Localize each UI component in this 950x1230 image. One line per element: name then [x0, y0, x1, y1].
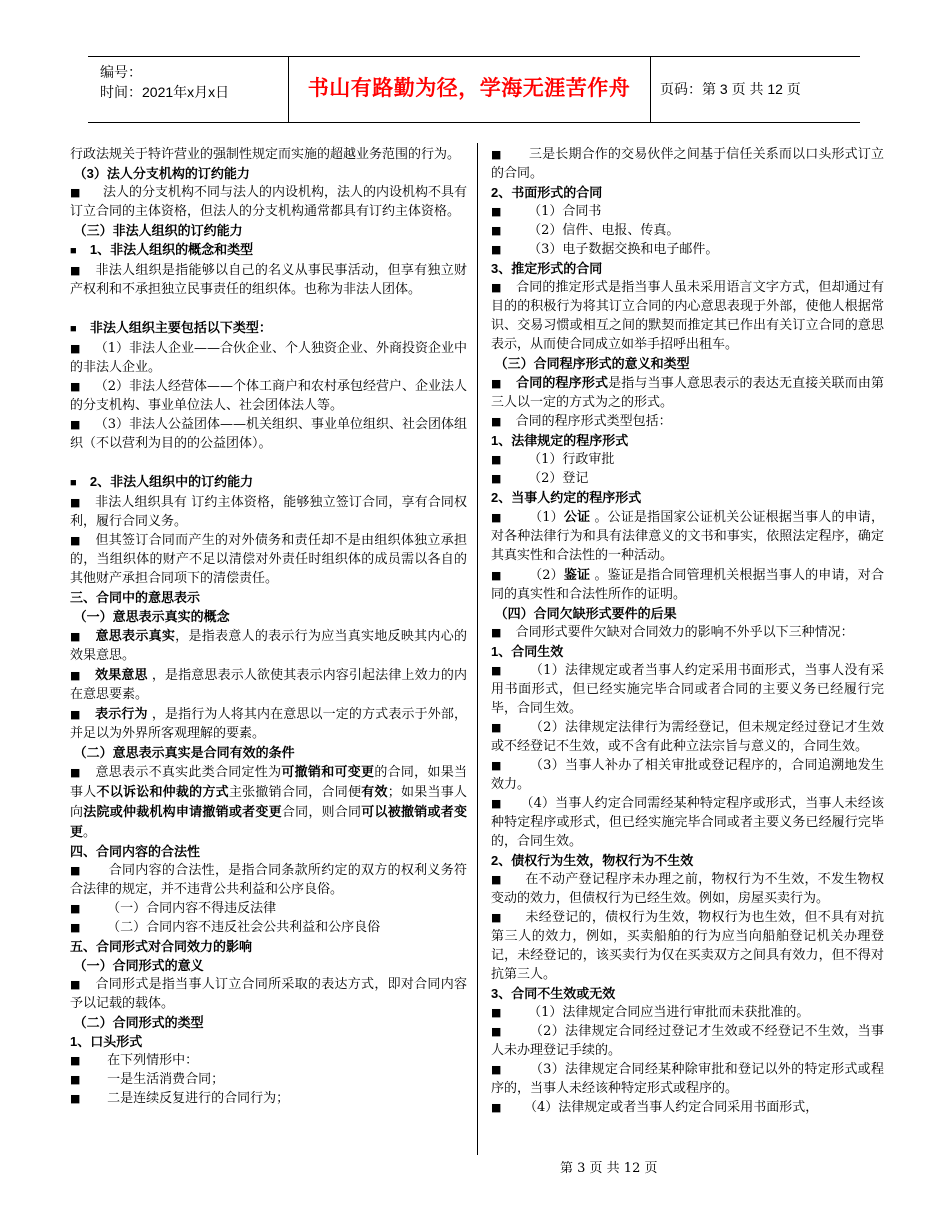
paragraph: ■ 在不动产登记程序未办理之前，物权行为不生效，不发生物权变动的效力，但债权行为已经生效。例如，房屋买卖行为。 [491, 872, 884, 906]
section-heading: 三、合同中的意思表示 [70, 590, 201, 605]
subheading: 1、合同生效 [491, 644, 564, 659]
bullet-square-icon: ■ [70, 1054, 81, 1067]
list-item: ■ （1）合同书 [491, 204, 602, 219]
paragraph: ■ 合同的程序形式类型包括： [491, 414, 672, 429]
paragraph: ■ 未经登记的，债权行为生效，物权行为也生效，但不具有对抗第三人的效力，例如，买卖船舶的行为应当向船舶登记机关办理登记，未经登记的，该买卖行为仅在买卖双方之间具有效力，但不得对抗第三人。 [491, 910, 884, 982]
bullet-square-icon: ■ [491, 759, 502, 772]
bullet-square-icon: ■ [70, 1092, 81, 1105]
bullet-square-icon: ■ [70, 477, 77, 489]
paragraph: ■ 合同形式要件欠缺对合同效力的影响不外乎以下三种情况： [491, 625, 854, 640]
paragraph: ■ 三是长期合作的交易伙伴之间基于信任关系而以口头形式订立的合同。 [491, 147, 884, 181]
bullet-square-icon: ■ [70, 264, 81, 277]
left-column [70, 145, 467, 1108]
page-footer: 第 3 页 共 12 页 [560, 1161, 658, 1176]
subheading: （二）合同形式的类型 [73, 1015, 204, 1030]
paragraph: 行政法规关于特许营业的强制性规定而实施的超越业务范围的行为。 [70, 147, 461, 162]
subheading: （四）合同欠缺形式要件的后果 [494, 606, 677, 621]
subheading: （二）意思表示真实是合同有效的条件 [73, 745, 295, 760]
list-item: ■ （2）法律规定合同经过登记才生效或不经登记不生效，当事人未办理登记手续的。 [491, 1024, 884, 1058]
subheading: （一）合同形式的意义 [73, 958, 204, 973]
list-item: ■ （4）法律规定或者当事人约定合同采用书面形式， [491, 1100, 819, 1115]
bullet-square-icon: ■ [70, 902, 81, 915]
paragraph: ■ （4）当事人约定合同需经某种特定程序或形式，当事人未经该种特定程序或形式，但已经实施完毕合同或者主要义务已经履行完毕的，合同生效。 [491, 796, 884, 849]
subheading: 3、推定形式的合同 [491, 261, 603, 276]
right-column [491, 145, 884, 1117]
column-divider [477, 143, 478, 1155]
paragraph: ■ 意思表示不真实此类合同定性为可撤销和可变更的合同，如果当事人不以诉讼和仲裁的方式主张撤销合同，合同便有效；如果当事人向法院或仲裁机构申请撤销或者变更合同，则合同可以被撤销或者变更。 [70, 764, 467, 840]
bullet-square-icon: ■ [491, 205, 502, 218]
bullet-square-icon: ■ [491, 797, 502, 810]
bullet-square-icon: ■ [491, 626, 502, 639]
bullet-square-icon: ■ [70, 380, 81, 393]
time-label: 时间：2021年x月x日 [100, 84, 230, 100]
paragraph: ■ 表示行为 ，是指行为人将其内在意思以一定的方式表示于外部，并足以为外界所客观理解的要素。 [70, 706, 467, 741]
bullet-square-icon: ■ [491, 415, 502, 428]
paragraph: ■ （1）非法人企业——合伙企业、个人独资企业、外商投资企业中的非法人企业。 [70, 341, 468, 375]
list-item: ■ （3）电子数据交换和电子邮件。 [491, 242, 719, 257]
bullet-square-icon: ■ [491, 472, 502, 485]
bullet-square-icon: ■ [70, 669, 81, 682]
bullet-square-icon: ■ [491, 569, 502, 582]
list-item: ■ 一是生活消费合同； [70, 1072, 225, 1087]
bullet-square-icon: ■ [70, 630, 81, 643]
subheading: （三）合同程序形式的意义和类型 [494, 356, 690, 371]
bullet-square-icon: ■ [491, 721, 502, 734]
paragraph: ■ 合同的推定形式是指当事人虽未采用语言文字方式，但却通过有目的的积极行为将其订立合同的内心意思表现于外部，使他人根据常识、交易习惯或相互之间的默契而推定其已作出有关订立合同的意思表示，从而使合同成立如举手招呼出租车。 [491, 280, 884, 352]
bullet-square-icon: ■ [491, 1101, 502, 1114]
bullet-square-icon: ■ [491, 664, 502, 677]
bullet-square-icon: ■ [70, 245, 77, 257]
paragraph: ■ 合同形式是指当事人订立合同所采取的表达方式，即对合同内容予以记载的载体。 [70, 977, 467, 1011]
bullet-square-icon: ■ [491, 873, 502, 886]
page-header [88, 56, 860, 123]
subheading: ■ 1、非法人组织的概念和类型 [70, 242, 254, 257]
paragraph: ■ （3）非法人公益团体——机关组织、事业单位组织、社会团体组织（不以营利为目的的公益团体）。 [70, 417, 468, 451]
bullet-square-icon: ■ [70, 186, 81, 199]
list-item: ■ 二是连续反复进行的合同行为； [70, 1091, 290, 1106]
subheading: （3）法人分支机构的订约能力 [73, 166, 250, 181]
bullet-square-icon: ■ [70, 978, 81, 991]
bullet-square-icon: ■ [70, 342, 81, 355]
list-item: ■ （1）行政审批 [491, 452, 615, 467]
subheading: 3、合同不生效或无效 [491, 986, 616, 1001]
paragraph: ■ （2）法律规定法律行为需经登记，但未规定经过登记才生效或不经登记不生效，或不含有此种立法宗旨与意义的，合同生效。 [491, 720, 884, 754]
paragraph: ■ （3）当事人补办了相关审批或登记程序的，合同追溯地发生效力。 [491, 758, 884, 792]
list-item: ■ 在下列情形中： [70, 1053, 199, 1068]
subheading: 2、书面形式的合同 [491, 185, 603, 200]
bullet-square-icon: ■ [491, 224, 502, 237]
bullet-square-icon: ■ [491, 243, 502, 256]
bullet-square-icon: ■ [491, 377, 502, 390]
list-item: ■ （2）信件、电报、传真。 [491, 223, 680, 238]
bullet-square-icon: ■ [70, 921, 81, 934]
paragraph: ■ （1）公证 。公证是指国家公证机关公证根据当事人的申请，对各种法律行为和具有法律意义的文书和事实，依照法定程序，确定其真实性和合法性的一种活动。 [491, 509, 884, 563]
paragraph: ■ 效果意思 ，是指意思表示人欲使其表示内容引起法律上效力的内在意思要素。 [70, 667, 467, 702]
bullet-square-icon: ■ [491, 511, 502, 524]
bullet-square-icon: ■ [491, 1063, 502, 1076]
subheading: ■ 2、非法人组织中的订约能力 [70, 474, 254, 489]
list-item: ■ （3）法律规定合同经某种除审批和登记以外的特定形式或程序的，当事人未经该种特定形式或程序的。 [491, 1062, 884, 1096]
bullet-square-icon: ■ [491, 281, 502, 294]
bullet-square-icon: ■ [491, 911, 502, 924]
section-heading: 四、合同内容的合法性 [70, 844, 201, 859]
list-item: ■ （1）法律规定合同应当进行审批而未获批准的。 [491, 1005, 810, 1020]
list-item: ■ （一）合同内容不得违反法律 [70, 901, 277, 916]
header-meta [100, 62, 229, 102]
paragraph: ■ 法人的分支机构不同与法人的内设机构，法人的内设机构不具有订立合同的主体资格，但法人的分支机构通常都具有订约主体资格。 [70, 185, 467, 219]
paragraph: ■ 意思表示真实，是指表意人的表示行为应当真实地反映其内心的效果意思。 [70, 628, 467, 663]
subheading: 1、法律规定的程序形式 [491, 433, 629, 448]
paragraph: ■ 非法人组织具有 订约主体资格，能够独立签订合同，享有合同权利，履行合同义务。 [70, 495, 467, 529]
bullet-square-icon: ■ [70, 496, 81, 509]
paragraph: ■ （1）法律规定或者当事人约定采用书面形式，当事人没有采用书面形式，但已经实施完毕合同或者合同的主要义务已经履行完毕，合同生效。 [491, 663, 884, 716]
bullet-square-icon: ■ [491, 1025, 502, 1038]
paragraph: ■ 但其签订合同而产生的对外债务和责任却不是由组织体独立承担的，当组织体的财产不足以清偿对外责任时组织体的成员需以各自的其他财产承担合同项下的清偿责任。 [70, 533, 467, 586]
bullet-square-icon: ■ [70, 864, 81, 877]
bullet-square-icon: ■ [70, 418, 81, 431]
paragraph: ■ 合同内容的合法性，是指合同条款所约定的双方的权利义务符合法律的规定，并不违背公共利益和公序良俗。 [70, 863, 467, 897]
code-label: 编号： [100, 64, 142, 80]
subheading: （三）非法人组织的订约能力 [73, 223, 243, 238]
header-motto: 书山有路勤为径，学海无涯苦作舟 [307, 77, 631, 100]
bullet-square-icon: ■ [491, 453, 502, 466]
bullet-square-icon: ■ [70, 766, 81, 779]
list-item: ■ （二）合同内容不违反社会公共利益和公序良俗 [70, 920, 381, 935]
paragraph: ■ 合同的程序形式是指与当事人意思表示的表达无直接关联而由第三人以一定的方式为之的形式。 [491, 375, 884, 410]
list-item: ■ （2）登记 [491, 471, 589, 486]
subheading: 2、当事人约定的程序形式 [491, 490, 642, 505]
subheading: （一）意思表示真实的概念 [73, 609, 230, 624]
header-page-label: 页码：第 3 页 共 12 页 [660, 81, 801, 97]
subheading: 2、债权行为生效，物权行为不生效 [491, 853, 694, 868]
subheading: ■ 非法人组织主要包括以下类型： [70, 320, 272, 335]
section-heading: 五、合同形式对合同效力的影响 [70, 939, 253, 954]
bullet-square-icon: ■ [70, 323, 77, 335]
bullet-square-icon: ■ [491, 1006, 502, 1019]
bullet-square-icon: ■ [491, 148, 502, 161]
paragraph: ■ （2）鉴证 。鉴证是指合同管理机关根据当事人的申请，对合同的真实性和合法性所作的证明。 [491, 567, 884, 602]
paragraph: ■ （2）非法人经营体——个体工商户和农村承包经营户、企业法人的分支机构、事业单位法人、社会团体法人等。 [70, 379, 468, 413]
header-divider [650, 57, 651, 122]
bullet-square-icon: ■ [70, 534, 81, 547]
paragraph: ■ 非法人组织是指能够以自己的名义从事民事活动，但享有独立财产权利和不承担独立民事责任的组织体。也称为非法人团体。 [70, 263, 467, 297]
bullet-square-icon: ■ [70, 708, 81, 721]
bullet-square-icon: ■ [70, 1073, 81, 1086]
subheading: 1、口头形式 [70, 1034, 143, 1049]
